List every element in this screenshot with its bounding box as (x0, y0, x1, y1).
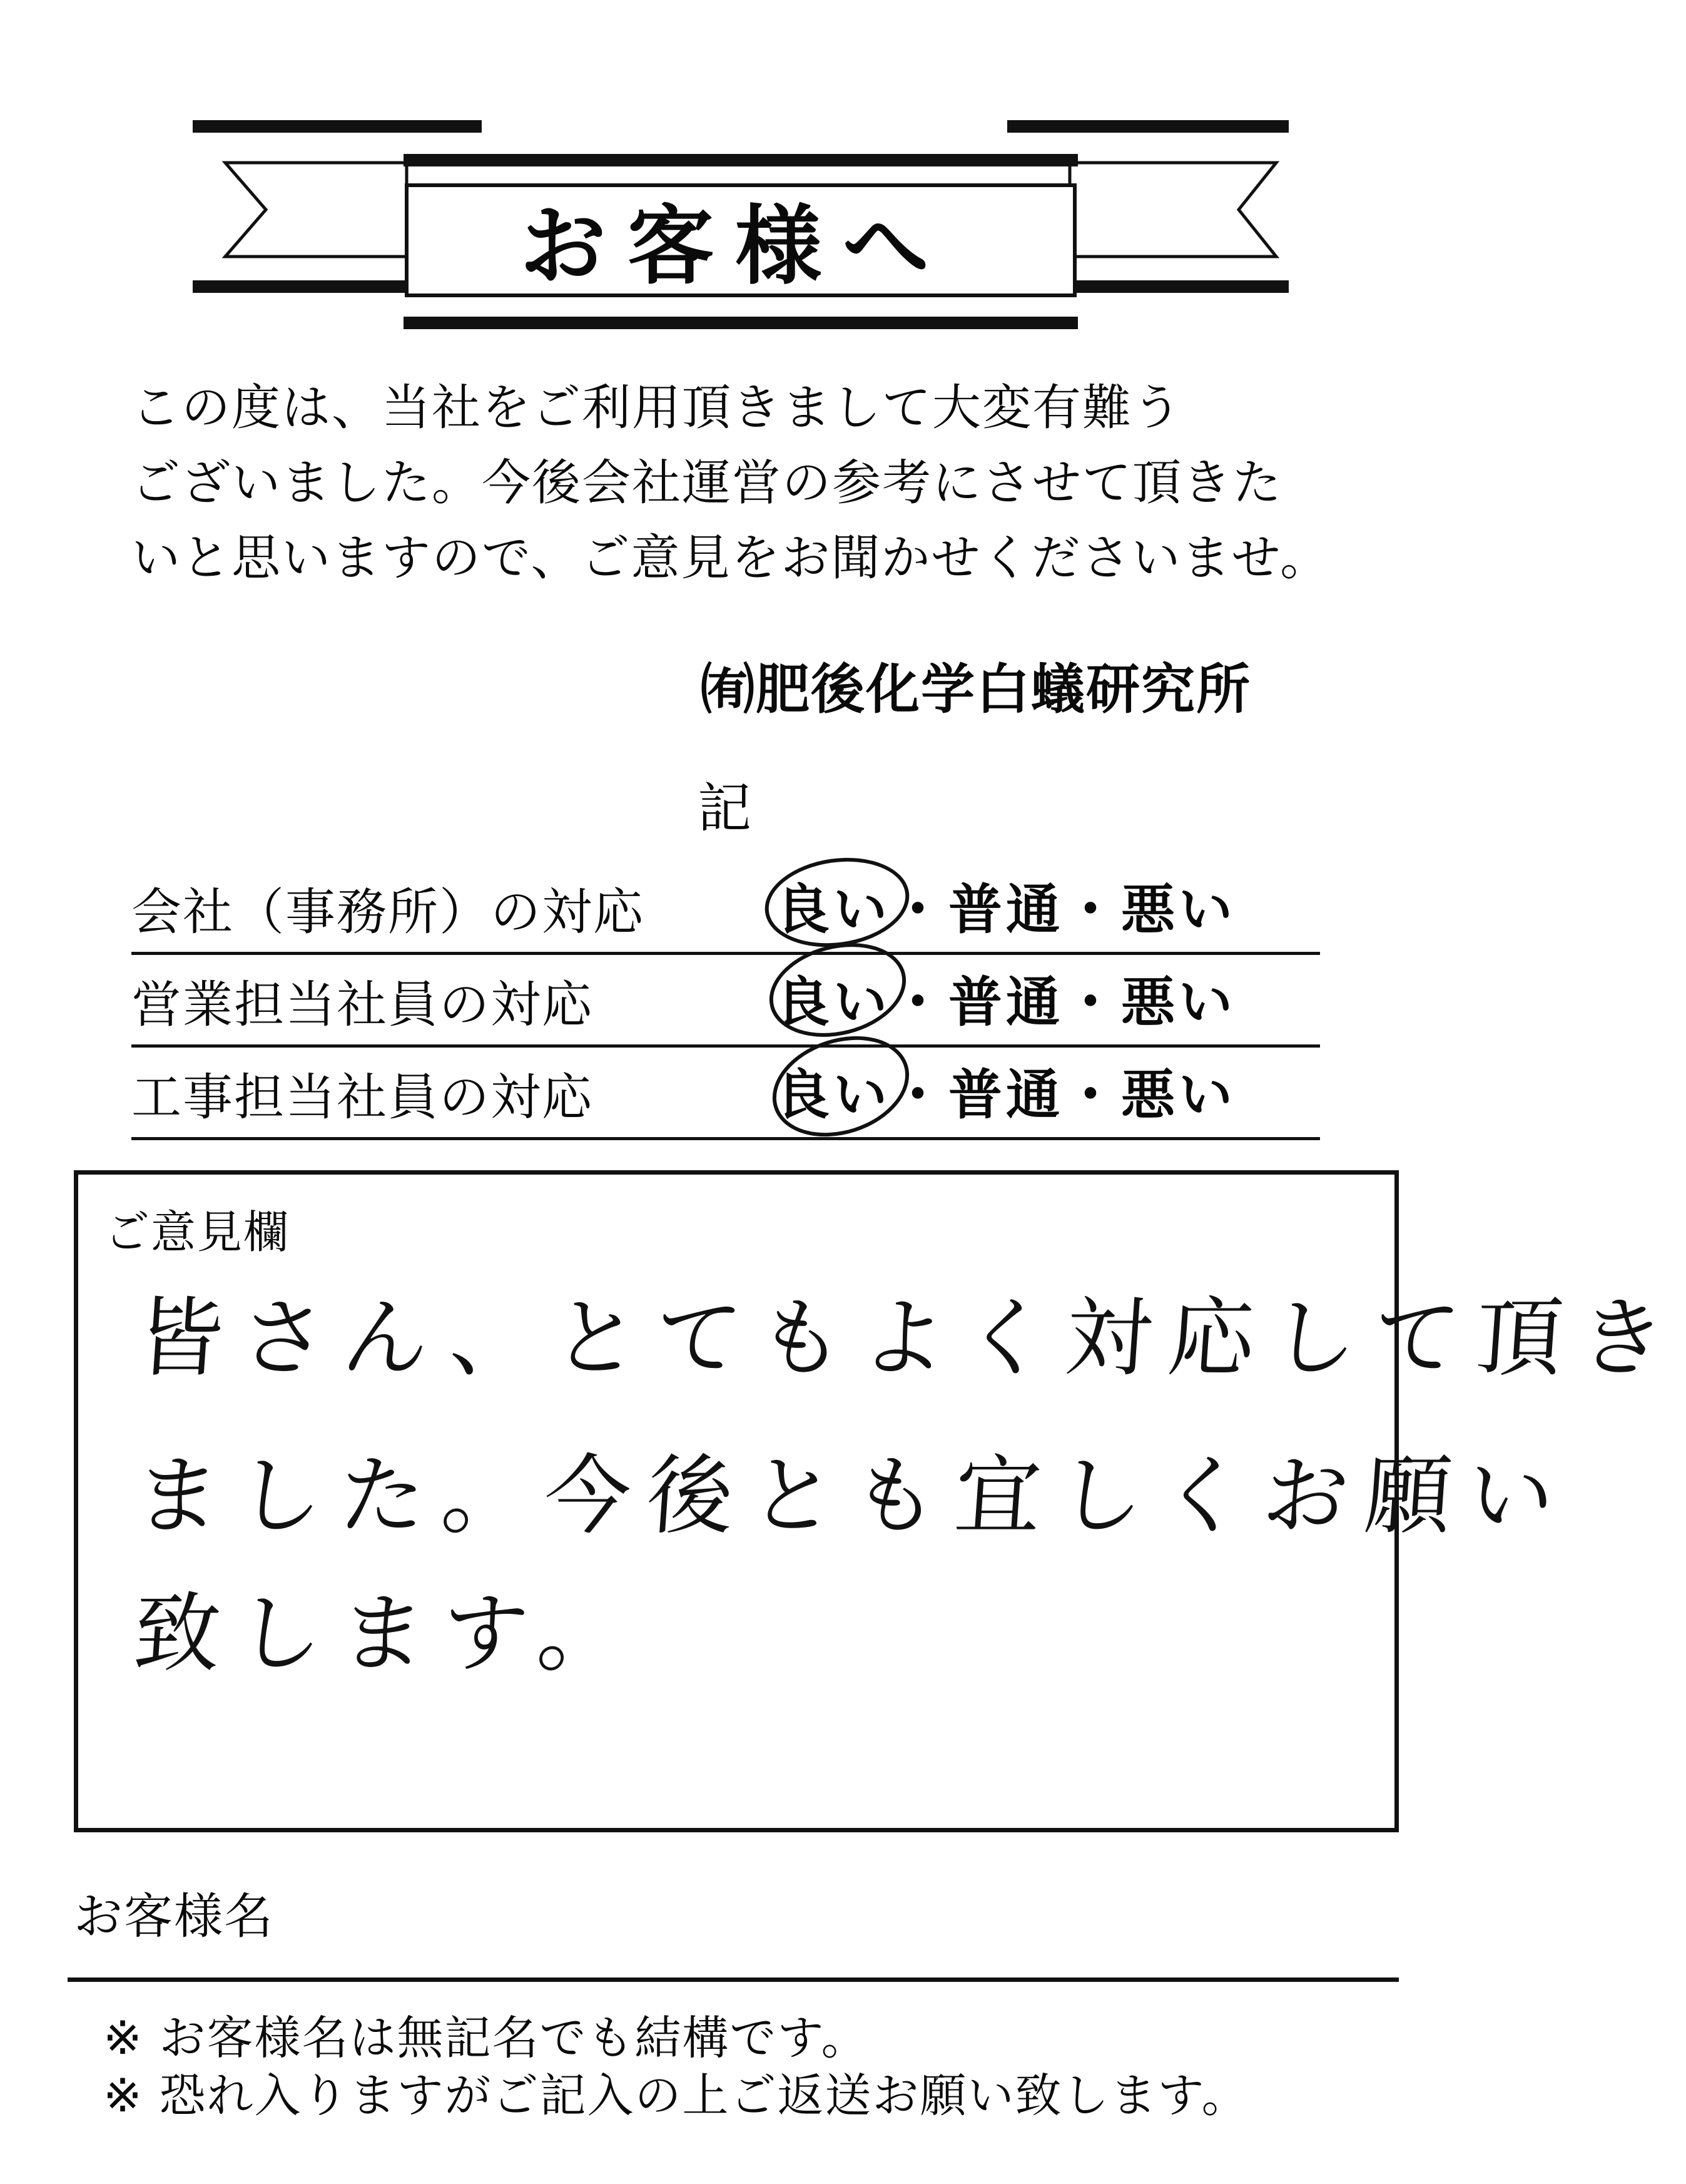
option-average[interactable]: 普通 (948, 971, 1064, 1034)
option-bad[interactable]: 悪い (1121, 1064, 1236, 1126)
intro-line-3: いと思いますので、ご意見をお聞かせくださいませ。 (131, 530, 1331, 586)
intro-line-1: この度は、当社をご利用頂きまして大変有難う (131, 380, 1183, 436)
survey-row-construction (131, 1048, 1320, 1140)
row-divider (131, 1137, 1320, 1140)
customer-name-underline (68, 1977, 1399, 1982)
comments-label: ご意見欄 (104, 1206, 290, 1258)
handwritten-comment-line-1: 皆さん、とてもよく対応して頂き (133, 1288, 1685, 1389)
option-separator: ・ (1064, 879, 1121, 941)
survey-question-label: 営業担当社員の対応 (131, 976, 593, 1034)
option-good[interactable]: 良い (776, 879, 891, 941)
option-separator: ・ (891, 1064, 948, 1126)
note-anonymous: ※ お客様名は無記名でも結構です。 (103, 2011, 869, 2065)
option-separator: ・ (891, 879, 948, 941)
survey-row-sales (131, 955, 1320, 1048)
company-name: ㈲肥後化学白蟻研究所 (701, 658, 1251, 721)
option-separator: ・ (891, 971, 948, 1034)
banner-ribbon (0, 0, 1468, 350)
handwritten-comment-line-3: 致します。 (130, 1583, 644, 1684)
option-bad[interactable]: 悪い (1121, 879, 1236, 941)
survey-row-office (131, 862, 1320, 955)
handwritten-comment-line-2: ました。今後とも宜しくお願い (130, 1446, 1574, 1546)
option-average[interactable]: 普通 (948, 1064, 1064, 1126)
survey-question-label: 工事担当社員の対応 (131, 1068, 593, 1126)
option-bad[interactable]: 悪い (1121, 971, 1236, 1034)
intro-line-2: ございました。今後会社運営の参考にさせて頂きた (131, 455, 1283, 511)
customer-name-field[interactable] (294, 1896, 1358, 1965)
option-good[interactable]: 良い (776, 1064, 891, 1126)
section-mark: 記 (698, 777, 751, 840)
option-average[interactable]: 普通 (948, 879, 1064, 941)
note-return: ※ 恐れ入りますがご記入の上ご返送お願い致します。 (103, 2069, 1249, 2123)
customer-name-label: お客様名 (74, 1889, 275, 1945)
option-separator: ・ (1064, 971, 1121, 1034)
survey-question-label: 会社（事務所）の対応 (131, 883, 644, 941)
page-title: お客様へ (519, 195, 950, 297)
option-separator: ・ (1064, 1064, 1121, 1126)
option-good[interactable]: 良い (776, 971, 891, 1034)
